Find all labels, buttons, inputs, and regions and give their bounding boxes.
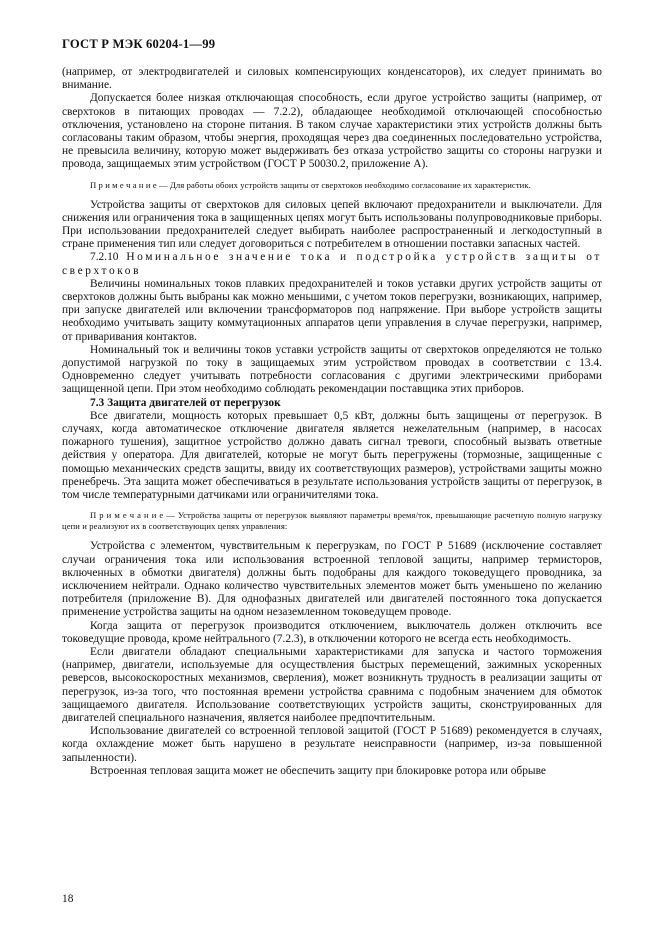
document-body: [62, 66, 602, 778]
paragraph: Величины номинальных токов плавких предохранителей и токов уставки других устройств защиты от сверхтоков должны быть выбраны как можно меньшими, с учетом токов перегрузки, возникающих, например, при запуске двигателей или включении трансформаторов под напряжение. При выборе устройств защиты необходимо учитывать защиту коммутационных аппаратов цепи управления в случае перегрузки, например, от приваривания контактов.: [62, 277, 602, 343]
paragraph: Допускается более низкая отключающая способность, если другое устройство защиты (например, от сверхтоков в питающих проводах — 7.2.2), обладающее необходимой отключающей способностью отключения, установлено на стороне питания. В таком случае характеристики этих устройств должны быть согласованы таким образом, чтобы энергия, проходящая через два соединенных последовательно устройства, не превысила величину, которую может выдерживать без отказа устройство защиты со стороны нагрузки и провода, защищаемых этим устройством (ГОСТ Р 50030.2, приложение А).: [62, 92, 602, 171]
paragraph: Устройства с элементом, чувствительным к перегрузкам, по ГОСТ Р 51689 (исключение составляет случаи ограничения тока или использования встроенной тепловой защиты, например термисторов, включенных в обмотки двигателя) должны быть подобраны для каждого токоведущего проводника, за исключением нейтрали. Однако количество чувствительных элементов может быть уменьшено по желанию потребителя (приложение В). Для однофазных двигателей или двигателей постоянного тока допускается применение устройства защиты на одном незаземленном токоведущем проводе.: [62, 540, 602, 619]
section-heading-7-2-10: [62, 251, 602, 277]
note-text: — Для работы обоих устройств защиты от сверхтоков необходимо согласование их характеристик.: [156, 179, 531, 190]
section-number: 7.2.10: [90, 251, 119, 264]
section-title: Номинальное значение тока и подстройка устройств защиты от сверхтоков: [62, 251, 602, 277]
paragraph: Если двигатели обладают специальными характеристиками для запуска и частого торможения (например, двигатели, используемые для осуществления быстрых перемещений, зажимных ускоренных реверсов, высокоскоростных механизмов, сверления), может возникнуть трудность в реализации защиты от перегрузок, из-за того, что постоянная времени устройства сравнима с подобным значением для обмоток защищаемого двигателя. Использование соответствующих устройств защиты, сконструированных для двигателей специального назначения, является наиболее предпочтительным.: [62, 645, 602, 724]
note-label: П р и м е ч а н и е: [90, 510, 164, 521]
section-heading-7-3: 7.3 Защита двигателей от перегрузок: [90, 396, 281, 409]
note: [62, 180, 602, 191]
note-label: П р и м е ч а н и е: [90, 179, 157, 190]
document-header: ГОСТ Р МЭК 60204-1—99: [62, 37, 216, 51]
paragraph: (например, от электродвигателей и силовых компенсирующих конденсаторов), их следует принимать во внимание.: [62, 66, 602, 92]
paragraph: Номинальный ток и величины токов уставки устройств защиты от сверхтоков определяются не только допустимой нагрузкой по току в защищаемых этим устройством проводах в соответствии с 13.4. Одновременно следует учитывать потребности согласования с другими электрическими приборами защищенной цепи. При этом необходимо соблюдать рекомендации поставщика этих приборов.: [62, 343, 602, 396]
note-text: — Устройства защиты от перегрузок выявляют параметры время/ток, превышающие расчетную полную нагрузку цепи и реализуют их в соответствующих цепях управления:: [62, 510, 602, 532]
paragraph: Использование двигателей со встроенной тепловой защитой (ГОСТ Р 51689) рекомендуется в случаях, когда охлаждение может быть нарушено в результате неисправности (например, из-за повышенной запыленности).: [62, 725, 602, 764]
page-number: 18: [62, 893, 74, 905]
paragraph: Встроенная тепловая защита может не обеспечить защиту при блокировке ротора или обрыве: [90, 764, 546, 777]
paragraph: Все двигатели, мощность которых превышает 0,5 кВт, должны быть защищены от перегрузок. В случаях, когда автоматическое отключение двигателя является нежелательным (например, в насосах пожарного тушения), защитное устройство должно давать сигнал тревоги, способный вызвать ответные действия у оператора. Для двигателей, которые не могут быть перегружены (тормозные, защищенные с помощью механических средств защиты, ввиду их соответствующих размеров), устройствами защиты можно пренебречь. Эта защита может обеспечиваться в результате использования устройств защиты от перегрузок, в том числе температурными датчиками или ограничителями тока.: [62, 409, 602, 502]
paragraph: Когда защита от перегрузок производится отключением, выключатель должен отключить все токоведущие провода, кроме нейтрального (7.2.3), в отключении которого не всегда есть необходимость.: [62, 619, 602, 645]
paragraph: Устройства защиты от сверхтоков для силовых цепей включают предохранители и выключатели. Для снижения или ограничения тока в защищенных цепях могут быть использованы полупроводниковые приборы. При использовании предохранителей следует выбирать наиболее распространенный и легкодоступный в стране применения тип или следует договориться с потребителем в отношении поставки запасных частей.: [62, 198, 602, 251]
note: [62, 510, 602, 532]
